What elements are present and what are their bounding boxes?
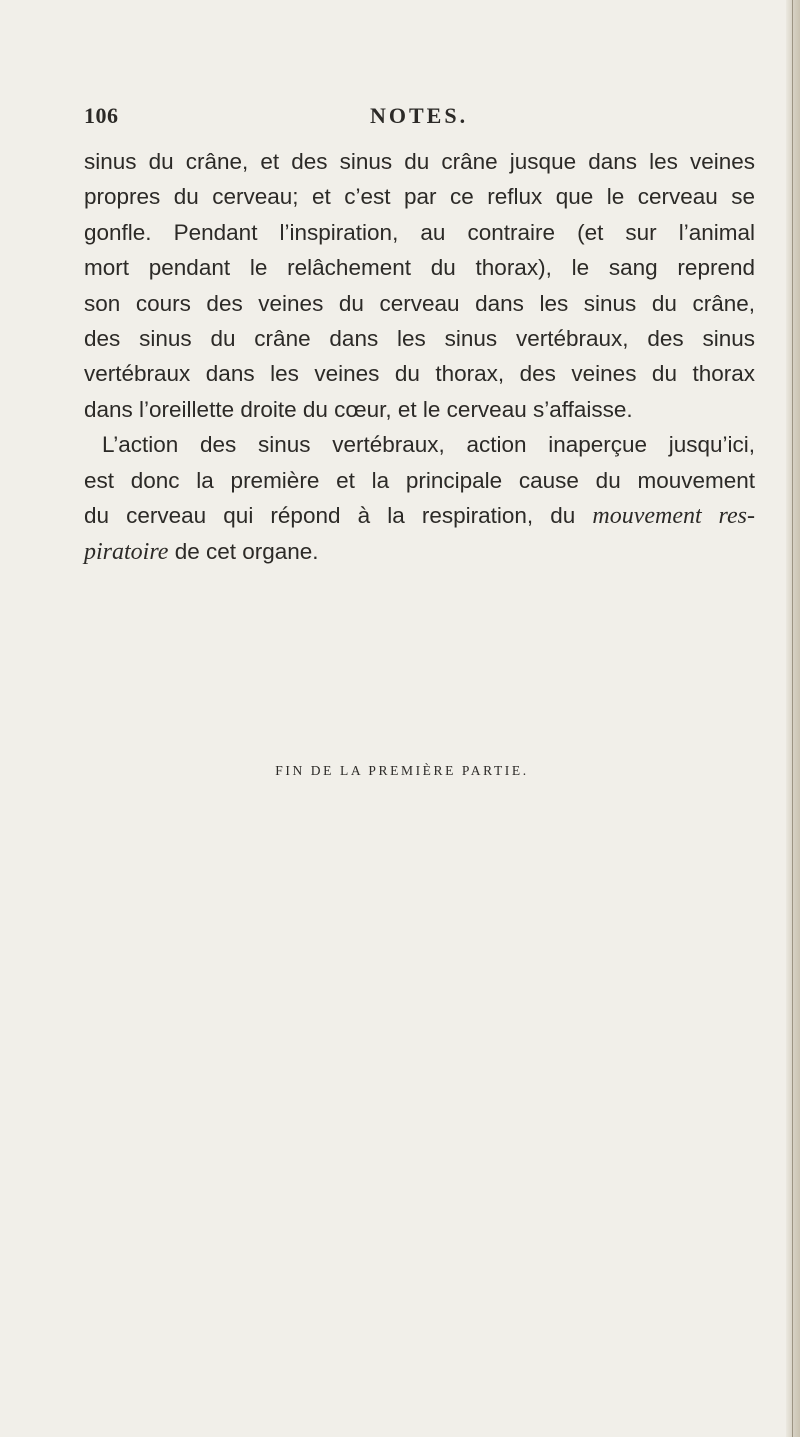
text-line: vertébraux dans les veines du thorax, des veines du thorax — [84, 361, 755, 387]
page-number: 106 — [84, 103, 119, 128]
text-line: gonfle. Pendant l’inspiration, au contraire (et sur l’animal — [84, 219, 755, 245]
text-line: mort pendant le relâchement du thorax), le sang reprend — [84, 255, 755, 281]
page-edge-line — [792, 0, 793, 1437]
end-of-part-note: FIN DE LA PREMIÈRE PARTIE. — [275, 763, 529, 778]
text-line: dans l’oreillette droite du cœur, et le cerveau s’affaisse. — [84, 396, 633, 422]
italic-term: mouvement res- — [592, 503, 755, 530]
text-fragment: de cet organe. — [168, 539, 319, 565]
text-line: propres du cerveau; et c’est par ce reflux que le cerveau se — [84, 184, 755, 210]
text-line — [84, 534, 755, 570]
paragraph-start-line: L’action des sinus vertébraux, action inaperçue jusqu’ici, — [102, 432, 755, 458]
running-head — [84, 103, 752, 133]
italic-term: piratoire — [84, 539, 169, 566]
running-title: NOTES. — [370, 103, 469, 128]
text-fragment: du cerveau qui répond à la respiration, du — [84, 503, 593, 529]
page-edge-shadow — [786, 0, 800, 1437]
text-line — [84, 498, 755, 534]
text-line: des sinus du crâne dans les sinus vertébraux, des sinus — [84, 326, 755, 352]
body-text — [84, 144, 755, 571]
text-line: son cours des veines du cerveau dans les sinus du crâne, — [84, 290, 755, 316]
text-line: sinus du crâne, et des sinus du crâne jusque dans les veines — [84, 149, 755, 174]
text-line: est donc la première et la principale cause du mouvement — [84, 467, 755, 493]
